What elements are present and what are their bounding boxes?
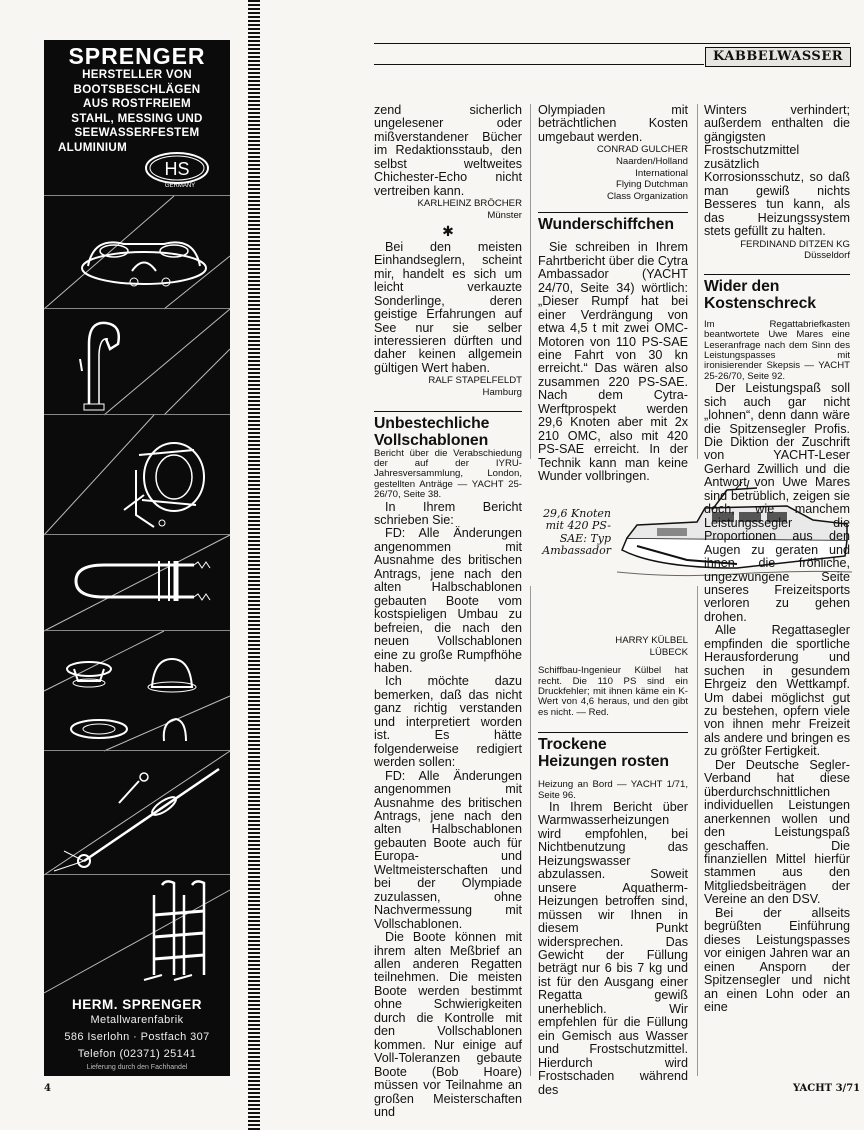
signature-line: International (635, 167, 688, 179)
letter-paragraph: FD: Alle Änderungen angenommen mit Ausnahme des britischen Antrags, jene nach den alten Halbschablonen gebauten Boote vom kostspieligen Umbau zu befreien, die nach den neuen Vollschablonen eine zu große Rumpfhöhe haben. (374, 526, 522, 675)
article-lead: Bericht über die Verabschiedung der auf der IYRU-Jahresversammlung, London, gestellten Anträge — YACHT 25-26/70, Seite 38. (374, 447, 522, 501)
article-lead: Heizung an Bord — YACHT 1/71, Seite 96. (538, 779, 688, 801)
letter-paragraph: In Ihrem Bericht schrieben Sie: (374, 499, 522, 528)
article-heading-box (538, 212, 688, 233)
text-column-3 (704, 104, 850, 1014)
letter-paragraph: Bei den meisten Einhandseglern, scheint mir, handelt es sich um leicht verkauzte Sonderlinge, deren geistige Erfahrungen auf See nur sie selber interessieren dürften und daher keinen allgemein gültigen Wert haben. (374, 239, 522, 375)
signature-name: HARRY KÜLBEL (615, 635, 688, 646)
signature-line: Flying Dutchman (616, 179, 688, 191)
ad-panel-winch (44, 414, 230, 535)
column-rule (530, 104, 531, 459)
signature-name: RALF STAPELFELDT (428, 375, 522, 387)
issue-label: YACHT 3/71 (793, 1083, 861, 1094)
cleat-icon (44, 196, 230, 309)
roller-reel-icon (44, 415, 230, 535)
editor-reply: Schiffbau-Ingenieur Külbel hat recht. Die 110 PS sind ein Druckfehler; mit ihnen käme ein K-Wert von 4,6 heraus, und den gibt es nicht. — Red. (538, 665, 688, 718)
signature-name: FERDINAND DITZEN KG (740, 238, 850, 250)
signature-name: KARLHEINZ BRÖCHER (417, 198, 522, 210)
letter-paragraph: Die Boote können mit ihrem alten Meßbrief an allen anderen Regatten teilnehmen. Die meisten Boote werden bestimmt ohne Schwierigkeiten durch die Kontrolle mit den Vollschablonen kommen. Nur einige auf Voll-Toleranzen gebaute Boote (Bob Hoare) müssen vor Teilnahme an großen Meisterschaften und (374, 930, 522, 1119)
article-heading-box (538, 732, 688, 770)
signature-city: Düsseldorf (804, 250, 850, 262)
signature-name: CONRAD GULCHER (596, 144, 688, 156)
ad-tagline-4: STAHL, MESSING UND (71, 111, 203, 125)
deck-fitting-icon (44, 631, 230, 751)
hs-logo-icon (142, 150, 212, 190)
signature-city: Münster (487, 209, 522, 221)
column-rule (530, 586, 531, 1076)
letter-paragraph: Sie schreiben in Ihrem Fahrtbericht über die Cytra Ambassador (YACHT 24/70, Seite 34) wörtlich: „Dieser Rumpf hat bei einer Verdrängung von etwa 4,5 t mit zwei OMC-Motoren von 110 PS-SAE eine Fahrt von 30 kn erreicht.“ Das wären also zusammen 220 PS-SAE. Nach dem Cytra-Werftprospekt werden 29,6 Knoten aber mit 2x 210 OMC, also mit 420 PS-SAE erreicht. In der Technik kann man keine Wunder vollbringen. (538, 240, 688, 484)
signature-city: LÜBECK (649, 646, 688, 658)
letter-paragraph: FD: Alle Änderungen angenommen mit Ausnahme des britischen Antrags, jene nach den alten Halbschablonen gebauten Boote auch für Europa- und Weltmeisterschaften und bei der Olympiade zuzulassen, ohne Nachvermessung mit Vollschablonen. (374, 768, 522, 931)
sprenger-advertisement[interactable] (44, 40, 230, 1076)
turnbuckle-icon (44, 751, 230, 875)
letter-paragraph: Der Deutsche Segler-Verband hat diese überdurchschnittlichen individuellen Leistungen anerkennen wollen und den Leistungspaß geschaffen. Die finanziellen Mittel hierfür stammen aus den Mitgliedsbeiträgen der Vereine an den DSV. (704, 757, 850, 907)
column-rule (697, 104, 698, 459)
text-column-2b (538, 592, 688, 1097)
ad-panel-turnbuckle (44, 750, 230, 875)
snap-hook-icon (44, 309, 230, 415)
article-heading: Wunderschiffchen (538, 216, 674, 234)
ad-note: Lieferung durch den Fachhandel (86, 1064, 188, 1071)
letter-paragraph: Ich möchte dazu bemerken, daß das nicht ganz richtig verstanden und interpretiert worden ist. Es hätte folgenderweise redigiert werden sollen: (374, 674, 522, 770)
signature-city: Hamburg (482, 386, 522, 398)
letter-paragraph: Alle Regattasegler empfinden die sportliche Herausforderung und suchen in gesundem Ehrgeiz den Wettkampf. Um dabei möglichst gut zu bestehen, opfern viele von ihnen mehr Freizeit als andere und bringen es zu größter Fertigkeit. (704, 623, 850, 759)
letter-paragraph: In Ihrem Bericht über Warmwasserheizungen wird empfohlen, bei Nichtbenutzung das Heizungswasser abzulassen. Soweit unsere Aquatherm-Heizungen betroffen sind, müssen wir Ihnen in diesem Punkt widersprechen. Das Gewicht der Füllung beträgt nur 6 bis 7 kg und ist für den Ausgang einer Regatta gewiß unerheblich. Wir empfehlen für die Füllung ein Gemisch aus Wasser und Frostschutzmittel. Hierdurch wird Frostschaden während des (538, 800, 688, 1097)
ad-phone: Telefon (02371) 25141 (77, 1048, 197, 1060)
letter-paragraph: Bei der allseits begrüßten Einführung dieses Leistungspasses vor einigen Jahren war an einen Ansporn der Spitzensegler und nicht an einen Lohn oder an eine (704, 905, 850, 1014)
letter-paragraph: zend sicherlich ungelesener oder mißverstandener Bücher im Redaktionsstaub, den selbst weltweites Chichester-Echo nicht vertreiben kann. (374, 103, 522, 198)
letter-paragraph: Olympiaden mit beträchtlichen Kosten umgebaut werden. (538, 103, 688, 144)
header-rule-bottom (374, 64, 704, 65)
header-rule-top (374, 43, 850, 44)
ad-address: 586 Iserlohn · Postfach 307 (64, 1031, 210, 1043)
ad-tagline-2: BOOTSBESCHLÄGEN (73, 82, 201, 96)
page-number: 4 (44, 1083, 51, 1094)
ad-panel-cleat (44, 195, 230, 309)
ad-tagline-6: ALUMINIUM (58, 140, 128, 154)
separator-asterisk-icon: ✱ (442, 223, 454, 240)
ad-panel-ladder (44, 874, 230, 993)
ad-panel-hook (44, 308, 230, 415)
ad-company: HERM. SPRENGER (71, 997, 203, 1012)
ad-tagline-3: AUS ROSTFREIEM (83, 97, 191, 110)
ad-brand: SPRENGER (68, 43, 206, 69)
u-bolt-icon (44, 535, 230, 631)
column-rule (697, 586, 698, 1076)
ad-footer (44, 995, 230, 1071)
ad-tagline-1: HERSTELLER VON (82, 68, 192, 81)
ad-panel-fittings (44, 630, 230, 751)
hs-logo-sub: GERMANY (164, 183, 196, 189)
photo-caption: 29,6 Knoten mit 420 PS-SAE: Typ Ambassador (542, 507, 611, 558)
hs-logo-letters: HS (164, 159, 190, 179)
article-heading-box (704, 274, 850, 312)
article-heading: Unbestechliche Vollschablonen (374, 414, 490, 449)
section-logo: KABBELWASSER (705, 47, 851, 67)
signature-line: Naarden/Holland (616, 155, 688, 167)
letter-paragraph: Winters verhindert; außerdem enthalten die gängigsten Frostschutzmittel zusätzlich Korrosionsschutz, so daß man gewiß nichts Besseres tun kann, als das Heizungssystem stets gefüllt zu halten. (704, 103, 850, 239)
ad-panel-ubolt (44, 534, 230, 631)
ad-subtitle: Metallwarenfabrik (90, 1014, 184, 1026)
text-column-1 (374, 104, 522, 1119)
letter-paragraph: Der Leistungspaß soll sich auch gar nicht „lohnen“, denn dann wäre die Spitzensegler Profis. Die Diktion der Zuschrift von YACHT-Leser Gerhard Zwillich und die Antwort von Uwe Mares sind betrüblich, zeigen sie doch, wie manchem Leistungssegler die Proportionen aus den Augen zu geraten und ihnen die fröhliche, ungezwungene Seite unseres Freizeitsports verloren zu gehen drohen. (704, 381, 850, 624)
signature-line: Class Organization (606, 190, 688, 202)
ad-header (44, 40, 230, 155)
ad-tagline-5: SEEWASSERFESTEM (74, 126, 200, 139)
article-heading: Wider den Kostenschreck (704, 277, 816, 312)
text-column-2 (538, 103, 688, 484)
article-lead: Im Regattabriefkasten beantwortete Uwe Mares eine Leseranfrage nach dem Sinn des Leistungspasses mit ironisierender Skepsis — YACHT 25-26/70, Seite 92. (704, 318, 850, 382)
boarding-ladder-icon (44, 875, 230, 993)
article-heading: Trockene Heizungen rosten (538, 736, 669, 771)
binding-edge (248, 0, 260, 1130)
article-heading-box (374, 411, 522, 449)
